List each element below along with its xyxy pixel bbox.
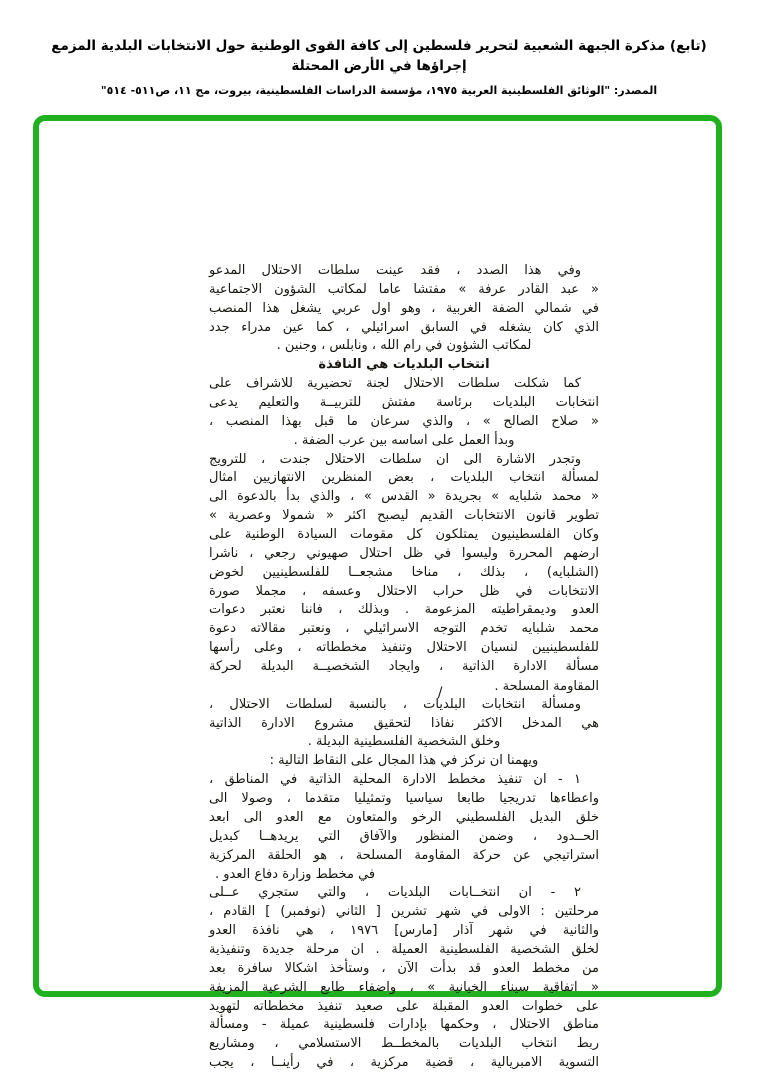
text-line [209, 696, 599, 715]
text-line-content: ويهمنا ان نركز في هذا المجال على النقاط التالية : [269, 753, 539, 769]
text-line [209, 715, 599, 734]
text-line [209, 375, 599, 394]
text-line-content: وخلق الشخصية الفلسطينية البديلة . [307, 734, 501, 750]
text-line-content: محمد شلبايه تخدم التوجه الاسرائيلي ، ونعتبر مقالاته دعوة [209, 621, 599, 637]
text-line-content: (الشلبايه) ، بذلك ، مناخا مشجعــا للفلسطينيين لخوض [209, 564, 599, 580]
document-frame [33, 115, 722, 1071]
text-line-content: واعطاءها تدريجيا طابعا سياسيا وتمثيليا متقدما ، وصولا الى [209, 791, 599, 807]
text-line-content: كما شكلت سلطات الاحتلال لجنة تحضيرية للاشراف على [209, 376, 581, 392]
text-line-content: وفي هذا الصدد ، فقد عينت سلطات الاحتلال المدعو [209, 263, 581, 278]
text-line [209, 319, 599, 338]
text-line [209, 677, 599, 701]
text-line-content: التسوية الامبريالية ، قضية مركزية ، في رأينــا ، يجب [209, 1055, 599, 1071]
text-line [209, 300, 599, 319]
text-line [209, 960, 599, 979]
text-line-content: مسألة الادارة الذاتية ، وايجاد الشخصيــة البديلة لحركة [209, 659, 599, 675]
text-line [209, 583, 599, 602]
text-line-content: لمسألة انتخاب البلديات ، بعض المنظرين الانتهازيين امثال [209, 470, 599, 486]
text-line [209, 771, 599, 790]
text-line-content: ومسألة انتخابات البلديات ، بالنسبة لسلطات الاحتلال ، [209, 696, 581, 712]
text-line-content: ارضهم المحررة وليسوا في ظل احتلال صهيوني رجعي ، ناشرا [209, 545, 599, 561]
document-text [209, 262, 599, 1073]
text-line [209, 281, 599, 300]
text-line-content: العدو وديمقراطيته المزعومة . وبذلك ، فاننا نعتبر دعوات [209, 602, 599, 618]
text-line [209, 1054, 599, 1073]
text-line [209, 790, 599, 809]
text-line [209, 337, 599, 356]
text-line-content: « محمد شلبايه » بجريدة « القدس » ، والذي بدأ بالدعوة الى [209, 489, 599, 505]
text-line [209, 884, 599, 903]
text-line [209, 564, 599, 583]
memo-title: (تابع) مذكرة الجبهة الشعبية لتحرير فلسطين إلى كافة القوى الوطنية حول الانتخابات البلدية المزمع إجراؤها في الأرض المحتلة [51, 38, 707, 74]
text-line-content: ٢ - ان انتخــابات البلديات ، والتي ستجري عــلى [209, 885, 581, 901]
text-line-content: الانتخابات في ظل حراب الاحتلال وعسفه ، مجملا صورة [209, 583, 599, 599]
text-line [209, 998, 599, 1017]
text-line [209, 828, 599, 847]
text-line-content: وكان الفلسطينيون يمتلكون كل مقومات السيادة الوطنية على [209, 527, 599, 543]
text-line-content: لخلق الشخصية الفلسطينية العميلة . ان مرحلة جديدة وتنفيذية [209, 941, 599, 957]
text-line-content: الذي كان يشغله في السابق اسرائيلي ، كما عين مدراء جدد [209, 319, 599, 335]
text-line-content: للفلسطينيين لنسيان الاحتلال وتنفيذ مخططاته ، وعلى رأسها [209, 640, 599, 656]
text-line [209, 639, 599, 658]
text-line-content: الحــدود ، وضمن المنظور والآفاق التي يريدهــا كبديل [209, 828, 599, 844]
document-header [0, 36, 758, 97]
text-line [209, 733, 599, 752]
stray-slash-mark: / [437, 684, 443, 701]
text-line-content: وتجدر الاشارة الى ان سلطات الاحتلال جندت ، للترويج [209, 451, 581, 467]
section-heading [209, 356, 599, 375]
text-line-content: المقاومة المسلحة . [494, 678, 599, 694]
text-line [209, 601, 599, 620]
text-line [209, 526, 599, 545]
text-line-content: على خطوات العدو المقبلة على صعيد تنفيذ مخططاته لتهويد [209, 998, 599, 1014]
text-line [209, 979, 599, 998]
text-line [209, 1016, 599, 1035]
text-line-content: في مخطط وزارة دفاع العدو . [215, 866, 376, 882]
text-line-content: مناطق الاحتلال ، وحكمها بإدارات فلسطينية عميلة - ومسألة [209, 1017, 599, 1033]
text-line-content: « اتفاقية سيناء الخيانية » ، واضفاء طابع الشرعية المزيفة [209, 979, 599, 995]
text-line [209, 658, 599, 677]
text-line [209, 413, 599, 432]
text-line [209, 809, 599, 828]
text-line-content: انتخاب البلديات هي النافذة [318, 357, 490, 373]
text-line-content: خلق البديل الفلسطيني الرخو والمتعاون مع العدو الى ابعد [209, 809, 599, 825]
text-line [209, 469, 599, 488]
text-line [209, 620, 599, 639]
text-line-content: هي المدخل الاكثر نفاذا لتحقيق مشروع الادارة الذاتية [209, 715, 599, 731]
text-line [209, 866, 599, 885]
text-line [209, 903, 599, 922]
text-line-content: والثانية في شهر آذار [مارس] ١٩٧٦ ، هي نافذة العدو [209, 923, 599, 939]
text-line-content: ١ - ان تنفيذ مخطط الادارة المحلية الذاتية في المناطق ، [209, 772, 581, 788]
memo-source: المصدر: "الوثائق الفلسطينية العربية ١٩٧٥، مؤسسة الدراسات الفلسطينية، بيروت، مج ١١، ص٥١١- ٥١٤" [100, 84, 658, 97]
text-line-content: وبدأ العمل على اساسه بين عرب الضفة . [293, 432, 515, 448]
text-line-content: ربط انتخاب البلديات بالمخطــط الاستسلامي ، ومشاريع [209, 1036, 599, 1052]
text-line-content: استراتيجي عن حركة المقاومة المسلحة ، هو الحلقة المركزية [209, 847, 599, 863]
text-line [209, 1035, 599, 1054]
text-line [209, 507, 599, 526]
text-line-content: « صلاح الصالح » ، والذي سرعان ما قبل بهذا المنصب ، [209, 413, 599, 429]
text-line [209, 451, 599, 470]
text-line-content: من مخطط العدو قد بدأت الآن ، وستأخذ اشكالا سافرة بعد [209, 960, 599, 976]
text-line-content: تطوير قانون الانتخابات القديم ليصبح اكثر « شمولا وعصرية » [209, 508, 599, 524]
text-line [209, 941, 599, 960]
text-line [209, 394, 599, 413]
text-line-content: لمكاتب الشؤون في رام الله ، ونابلس ، وجنين . [276, 338, 532, 354]
text-line [209, 545, 599, 564]
text-line [209, 847, 599, 866]
text-line-content: انتخابات البلديات برئاسة مفتش للتربيــة والتعليم يدعى [209, 395, 599, 411]
text-line [209, 262, 599, 281]
text-line-content: « عبد القادر عرفة » مفتشا عاما لمكاتب الشؤون الاجتماعية [209, 281, 599, 297]
text-line-content: مرحلتين : الاولى في شهر تشرين [ الثاني (نوفمبر) ] القادم ، [209, 904, 599, 920]
text-line [209, 488, 599, 507]
text-line [209, 432, 599, 451]
text-line [209, 922, 599, 941]
text-line [209, 752, 599, 771]
text-line-content: في شمالي الضفة الغربية ، وهو اول عربي يشغل هذا المنصب [209, 300, 599, 316]
